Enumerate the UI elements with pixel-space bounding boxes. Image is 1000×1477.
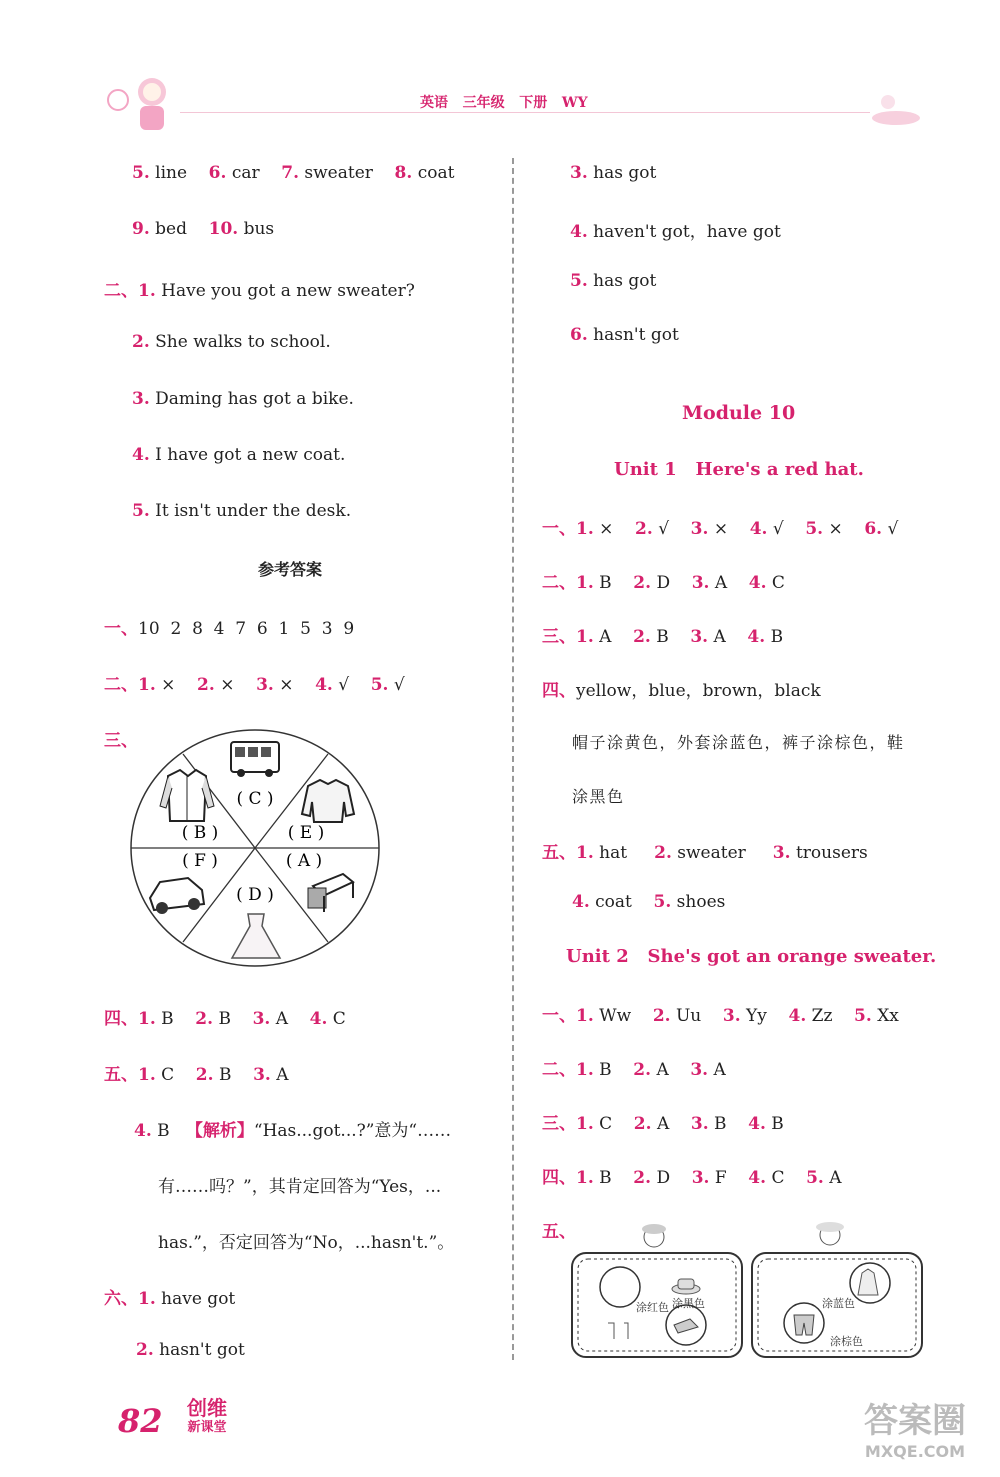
answer-text: haven't got，have got <box>593 222 781 242</box>
answer-text: A <box>276 1065 289 1085</box>
item-number: 5. <box>132 501 150 521</box>
item-number: 4. <box>132 445 150 465</box>
bus-icon <box>231 742 279 777</box>
answer-text: trousers <box>795 843 868 863</box>
item-number: 5. <box>370 675 389 695</box>
answer-mark: √ <box>887 519 899 539</box>
wheel-label-c: ( C ) <box>236 789 274 809</box>
header-edition: WY <box>561 95 588 111</box>
item-number: 4. <box>788 1006 807 1026</box>
wheel-label-a: ( A ) <box>285 851 323 871</box>
answer-text: yellow，blue，brown，black <box>576 681 821 701</box>
item-number: 2. <box>195 1009 214 1029</box>
section-label: 六、 <box>104 1289 138 1309</box>
right-item-4 <box>570 217 781 242</box>
answer-text: Xx <box>877 1006 899 1026</box>
section-label: 一、 <box>104 619 138 639</box>
header-subject-line <box>420 92 588 112</box>
left-analysis-3: has.”，否定回答为“No，...hasn't.”。 <box>158 1233 455 1253</box>
item-number: 1. <box>576 573 594 593</box>
item-number: 3. <box>570 163 588 183</box>
answer-text: line <box>155 163 188 183</box>
answer-text: I have got a new coat. <box>155 445 346 465</box>
answer-text: B <box>599 573 612 593</box>
section-label: 二、 <box>542 1060 576 1080</box>
answer-text: A <box>713 1060 726 1080</box>
item-number: 4. <box>749 519 768 539</box>
sweater-icon <box>302 780 354 822</box>
answer-text: B <box>656 627 669 647</box>
item-number: 4. <box>134 1121 152 1141</box>
item-number: 3. <box>253 1065 271 1085</box>
answer-text: Zz <box>811 1006 833 1026</box>
left-er-5 <box>132 501 351 521</box>
right-item-3 <box>570 163 656 183</box>
item-number: 6. <box>864 519 883 539</box>
answer-text: B <box>714 1114 727 1134</box>
answer-text: A <box>656 1060 669 1080</box>
color-note-brown: 涂棕色 <box>830 1335 863 1348</box>
item-number: 6. <box>570 325 588 345</box>
answer-text: coat <box>417 163 455 183</box>
u2-si <box>542 1163 842 1188</box>
answer-text: C <box>161 1065 175 1085</box>
answer-text: A <box>275 1009 288 1029</box>
item-number: 3. <box>722 1006 741 1026</box>
color-note-black: 涂黑色 <box>672 1297 705 1310</box>
answer-text: C <box>332 1009 346 1029</box>
left-wu <box>104 1060 289 1085</box>
section-label: 四、 <box>542 681 576 701</box>
left-figure-box <box>572 1224 742 1357</box>
header-decoration <box>868 88 923 128</box>
answer-mark: × <box>713 519 729 539</box>
section-label: 一、 <box>542 1006 576 1026</box>
answer-text: Daming has got a bike. <box>155 389 354 409</box>
answer-text: shoes <box>676 892 726 912</box>
brand-line-1: 创维 <box>187 1396 227 1420</box>
answer-text: B <box>157 1121 170 1141</box>
header-grade: 三年级 <box>462 95 505 111</box>
item-number: 3. <box>691 573 710 593</box>
answer-text: car <box>231 163 260 183</box>
item-number: 3. <box>252 1009 271 1029</box>
left-er-3 <box>132 389 354 409</box>
section-label: 二、 <box>542 573 576 593</box>
left-line-1 <box>132 163 454 183</box>
section-label: 四、 <box>542 1168 576 1188</box>
answer-text: B <box>599 1060 612 1080</box>
u1-yi <box>542 514 898 539</box>
answer-text: She walks to school. <box>155 332 331 352</box>
item-number: 2. <box>197 675 215 695</box>
girl-mascot-icon <box>100 72 180 134</box>
item-number: 1. <box>576 1114 594 1134</box>
answer-text: hat <box>599 843 628 863</box>
answer-text: hasn't got <box>593 325 679 345</box>
u2-er <box>542 1055 726 1080</box>
answer-text: B <box>599 1168 612 1188</box>
item-number: 1. <box>576 1060 594 1080</box>
answer-text: C <box>771 1168 785 1188</box>
unit2-title: Unit 2 She's got an orange sweater. <box>566 946 937 967</box>
left-si <box>104 1004 346 1029</box>
item-number: 1. <box>576 627 594 647</box>
item-number: 4. <box>748 573 767 593</box>
item-number: 3. <box>690 519 709 539</box>
left-liu-1 <box>104 1284 235 1309</box>
item-number: 2. <box>633 1060 652 1080</box>
page-number: 82 <box>118 1402 163 1440</box>
left-er-4 <box>132 445 345 465</box>
matching-wheel-diagram <box>128 726 382 970</box>
answer-text: A <box>714 573 728 593</box>
item-number: 8. <box>394 163 413 183</box>
section-label: 四、 <box>104 1009 138 1029</box>
column-divider <box>512 158 514 1360</box>
u1-san <box>542 622 783 647</box>
brand-logo <box>172 1398 242 1440</box>
item-number: 1. <box>576 519 594 539</box>
answer-text: A <box>713 627 726 647</box>
item-number: 2. <box>654 843 672 863</box>
u2-san <box>542 1109 784 1134</box>
answer-text: Ww <box>599 1006 632 1026</box>
section-label: 二、 <box>104 675 138 695</box>
item-number: 5. <box>805 519 824 539</box>
item-number: 5. <box>806 1168 824 1188</box>
section-label: 二、 <box>104 281 138 301</box>
reference-answers-title: 参考答案 <box>258 560 323 579</box>
answer-text: D <box>656 573 671 593</box>
item-number: 1. <box>138 1065 156 1085</box>
item-number: 5. <box>653 892 672 912</box>
section-label: 五、 <box>542 1222 576 1242</box>
item-number: 5. <box>132 163 150 183</box>
section-label: 五、 <box>542 843 576 863</box>
section-label: 三、 <box>542 627 576 647</box>
watermark-line-1: 答案圈 <box>864 1401 966 1441</box>
item-number: 1. <box>138 675 156 695</box>
section-label: 五、 <box>104 1065 138 1085</box>
item-number: 4. <box>315 675 333 695</box>
answer-text: has got <box>593 271 657 291</box>
wheel-label-f: ( F ) <box>182 851 218 871</box>
item-number: 3. <box>690 1060 709 1080</box>
answer-text: bus <box>243 219 275 239</box>
item-number: 3. <box>132 389 150 409</box>
answer-text: A <box>829 1168 842 1188</box>
answer-text: B <box>161 1009 174 1029</box>
left-wu-4 <box>134 1116 451 1141</box>
item-number: 2. <box>633 573 652 593</box>
item-number: 2. <box>633 1168 652 1188</box>
item-number: 10. <box>208 219 239 239</box>
item-number: 3. <box>690 1114 709 1134</box>
item-number: 2. <box>633 1114 652 1134</box>
answer-text: It isn't under the desk. <box>155 501 352 521</box>
watermark <box>845 1400 985 1470</box>
answer-text: B <box>771 1114 784 1134</box>
answer-text: A <box>656 1114 670 1134</box>
answer-text: Uu <box>675 1006 702 1026</box>
answer-text: B <box>770 627 784 647</box>
item-number: 4. <box>572 892 590 912</box>
analysis-tag: 【解析】 <box>185 1121 254 1141</box>
answer-text: coat <box>595 892 632 912</box>
item-number: 3. <box>256 675 274 695</box>
answer-text: have got <box>161 1289 236 1309</box>
u1-si-color-note-2: 涂黑色 <box>572 787 625 806</box>
item-number: 9. <box>132 219 150 239</box>
item-number: 4. <box>748 1114 766 1134</box>
answer-mark: × <box>828 519 843 539</box>
answer-text: C <box>771 573 785 593</box>
right-item-5 <box>570 271 656 291</box>
item-number: 2. <box>132 332 150 352</box>
answer-text: B <box>218 1009 231 1029</box>
item-number: 4. <box>570 222 588 242</box>
item-number: 2. <box>195 1065 214 1085</box>
item-number: 2. <box>652 1006 671 1026</box>
answer-mark: × <box>279 675 294 695</box>
u2-yi <box>542 1001 899 1026</box>
item-number: 6. <box>208 163 227 183</box>
answer-text: C <box>599 1114 613 1134</box>
left-line-2 <box>132 219 274 239</box>
wheel-label-b: ( B ) <box>181 823 219 843</box>
answer-mark: √ <box>772 519 784 539</box>
item-number: 2. <box>633 627 651 647</box>
left-er2 <box>104 670 405 695</box>
answer-text: F <box>714 1168 727 1188</box>
item-number: 2. <box>635 519 653 539</box>
header-rule <box>180 112 870 113</box>
item-number: 1. <box>576 1168 594 1188</box>
u1-wu-2 <box>572 892 725 912</box>
item-number: 5. <box>854 1006 872 1026</box>
right-item-6 <box>570 325 679 345</box>
answer-text: A <box>599 627 612 647</box>
answer-mark: × <box>220 675 235 695</box>
answer-mark: √ <box>338 675 350 695</box>
u1-wu-1 <box>542 838 868 863</box>
u1-si <box>542 676 821 701</box>
answer-text: B <box>218 1065 232 1085</box>
item-number: 3. <box>691 1168 710 1188</box>
answer-text: has got <box>593 163 657 183</box>
item-number: 1. <box>138 1009 156 1029</box>
watermark-line-2: MXQE.COM <box>864 1442 966 1461</box>
item-number: 1. <box>138 281 156 301</box>
color-note-red: 涂红色 <box>636 1301 669 1314</box>
u1-er <box>542 568 785 593</box>
answer-text: Have you got a new sweater? <box>161 281 415 301</box>
answer-mark: × <box>161 675 176 695</box>
answer-text: sweater <box>304 163 373 183</box>
color-note-blue: 涂蓝色 <box>822 1297 855 1310</box>
item-number: 1. <box>138 1289 156 1309</box>
item-number: 1. <box>576 843 594 863</box>
item-number: 3. <box>690 627 709 647</box>
answer-text: hasn't got <box>159 1340 245 1360</box>
item-number: 4. <box>748 1168 767 1188</box>
header-subject: 英语 <box>420 95 448 111</box>
brand-line-2: 新课堂 <box>187 1420 227 1435</box>
section-label: 三、 <box>542 1114 576 1134</box>
wheel-label-d: ( D ) <box>236 885 274 905</box>
child-head-icon <box>642 1224 666 1247</box>
answer-text: D <box>656 1168 671 1188</box>
answer-text: bed <box>155 219 187 239</box>
item-number: 2. <box>136 1340 154 1360</box>
section-label: 三、 <box>104 731 138 751</box>
item-number: 4. <box>747 627 766 647</box>
right-figure-box <box>752 1222 922 1357</box>
answer-text: Yy <box>746 1006 767 1026</box>
header-mascot <box>100 72 180 134</box>
decoration-icon <box>868 88 923 128</box>
answer-sequence: 10 2 8 4 7 6 1 5 3 9 <box>138 619 355 639</box>
answer-text: sweater <box>677 843 746 863</box>
left-analysis-2: 有……吗？”，其肯定回答为“Yes，... <box>158 1177 442 1197</box>
answer-mark: × <box>599 519 614 539</box>
u1-si-color-note-1: 帽子涂黄色，外套涂蓝色，裤子涂棕色，鞋 <box>572 733 905 752</box>
answer-mark: √ <box>393 675 405 695</box>
unit1-title: Unit 1 Here's a red hat. <box>614 459 864 480</box>
item-number: 5. <box>570 271 588 291</box>
left-yi <box>104 614 354 639</box>
left-liu-2 <box>136 1340 245 1360</box>
header-term: 下册 <box>519 95 548 111</box>
child-head-icon <box>816 1222 844 1245</box>
section-label: 一、 <box>542 519 576 539</box>
item-number: 4. <box>309 1009 328 1029</box>
module-title: Module 10 <box>682 402 796 424</box>
left-er-2 <box>132 332 331 352</box>
answer-mark: √ <box>658 519 670 539</box>
left-er-1 <box>104 276 415 301</box>
item-number: 3. <box>772 843 791 863</box>
item-number: 1. <box>576 1006 594 1026</box>
coloring-figures <box>568 1215 928 1365</box>
wheel-label-e: ( E ) <box>287 823 325 843</box>
analysis-line-1: “Has...got...?”意为“…… <box>253 1121 452 1141</box>
item-number: 7. <box>281 163 299 183</box>
